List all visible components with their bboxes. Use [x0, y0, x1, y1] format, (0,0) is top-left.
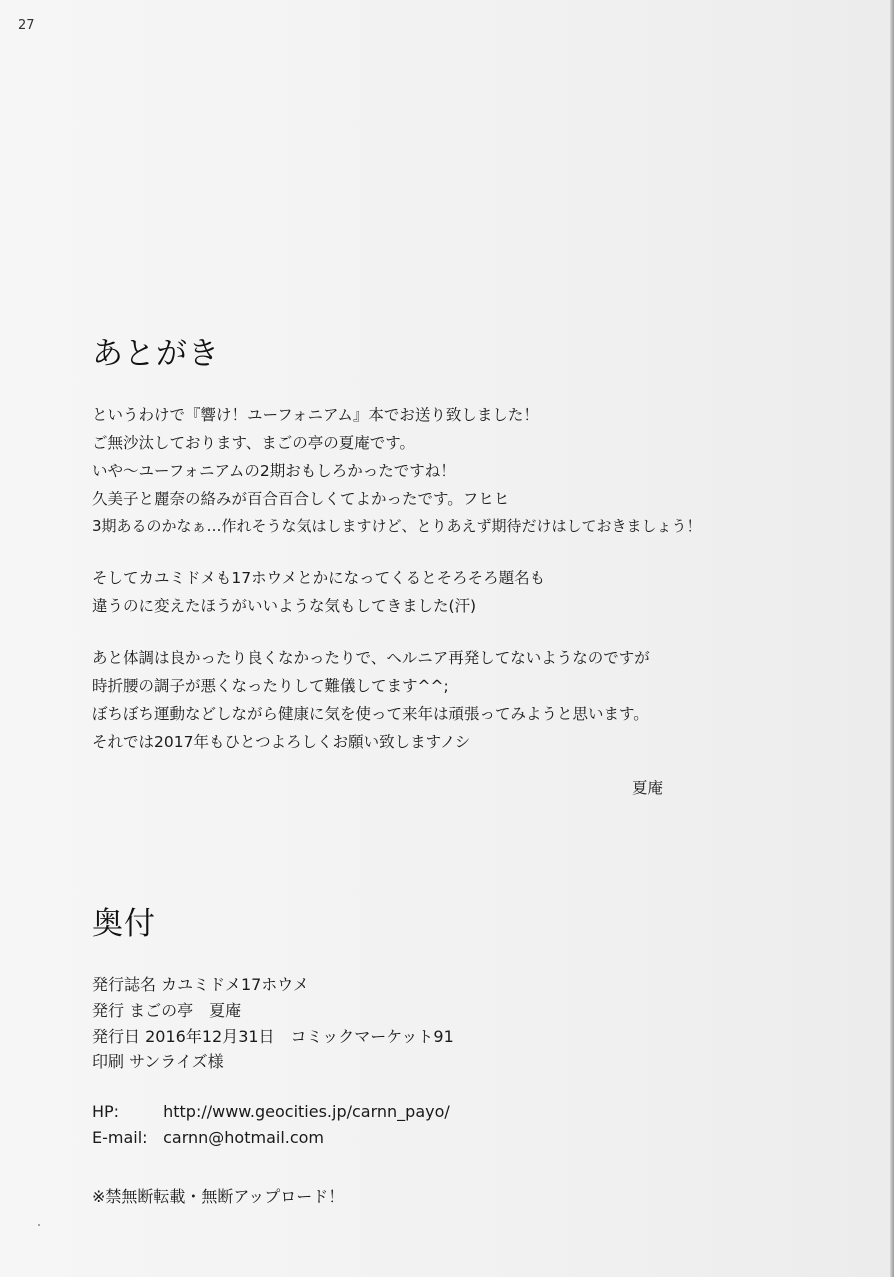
afterword-line: 3期あるのかなぁ…作れそうな気はしますけど、とりあえず期待だけはしておきましょう！ [92, 517, 702, 535]
email-address: carnn@hotmail.com [163, 1128, 325, 1147]
colophon-printer-row [92, 1049, 224, 1072]
afterword-line: 久美子と麗奈の絡みが百合百合しくてよかったです。フヒヒ [92, 490, 510, 508]
colophon-date-label: 発行日 [92, 1027, 141, 1046]
afterword-line: ご無沙汰しております、まごの亭の夏庵です。 [92, 434, 416, 452]
afterword-line: ぼちぼち運動などしながら健康に気を使って来年は頑張ってみようと思います。 [92, 705, 649, 723]
colophon-date-value: 2016年12月31日 コミックマーケット91 [145, 1027, 454, 1046]
email-label: E-mail: [92, 1128, 148, 1147]
colophon-title-row [92, 972, 309, 995]
afterword-line: いや～ユーフォニアムの2期おもしろかったですね！ [92, 462, 456, 480]
afterword-line: それでは2017年もひとつよろしくお願い致しますノシ [92, 733, 471, 751]
colophon-publisher-label: 発行 [92, 1001, 125, 1020]
page-edge-shadow [890, 0, 894, 1277]
colophon-publisher-row [92, 998, 241, 1021]
page-number: 27 [18, 18, 35, 33]
scan-speck [38, 1224, 40, 1226]
afterword-line: あと体調は良かったり良くなかったりで、ヘルニア再発してないようなのですが [92, 649, 650, 667]
afterword-heading: あとがき [92, 336, 220, 372]
colophon-printer-value: サンライズ様 [129, 1052, 224, 1071]
colophon-title-label: 発行誌名 [92, 975, 157, 994]
afterword-line: というわけで『響け！ユーフォニアム』本でお送り致しました！ [92, 406, 539, 424]
colophon-heading: 奥付 [92, 906, 156, 942]
colophon-email-row [92, 1128, 324, 1147]
colophon-date-row [92, 1024, 454, 1047]
colophon-title-value: カユミドメ17ホウメ [161, 975, 309, 994]
afterword-author: 夏庵 [632, 779, 664, 797]
afterword-line: 時折腰の調子が悪くなったりして難儀してます^^; [92, 677, 449, 695]
hp-url: http://www.geocities.jp/carnn_payo/ [163, 1102, 450, 1121]
hp-label: HP: [92, 1102, 120, 1121]
colophon-printer-label: 印刷 [92, 1052, 125, 1071]
copyright-notice: ※禁無断転載・無断アップロード！ [92, 1187, 345, 1206]
afterword-line: 違うのに変えたほうがいいような気もしてきました(汗) [92, 597, 477, 615]
colophon-hp-row [92, 1102, 450, 1121]
afterword-line: そしてカユミドメも17ホウメとかになってくるとそろそろ題名も [92, 569, 546, 587]
colophon-publisher-value: まごの亭 夏庵 [129, 1001, 242, 1020]
